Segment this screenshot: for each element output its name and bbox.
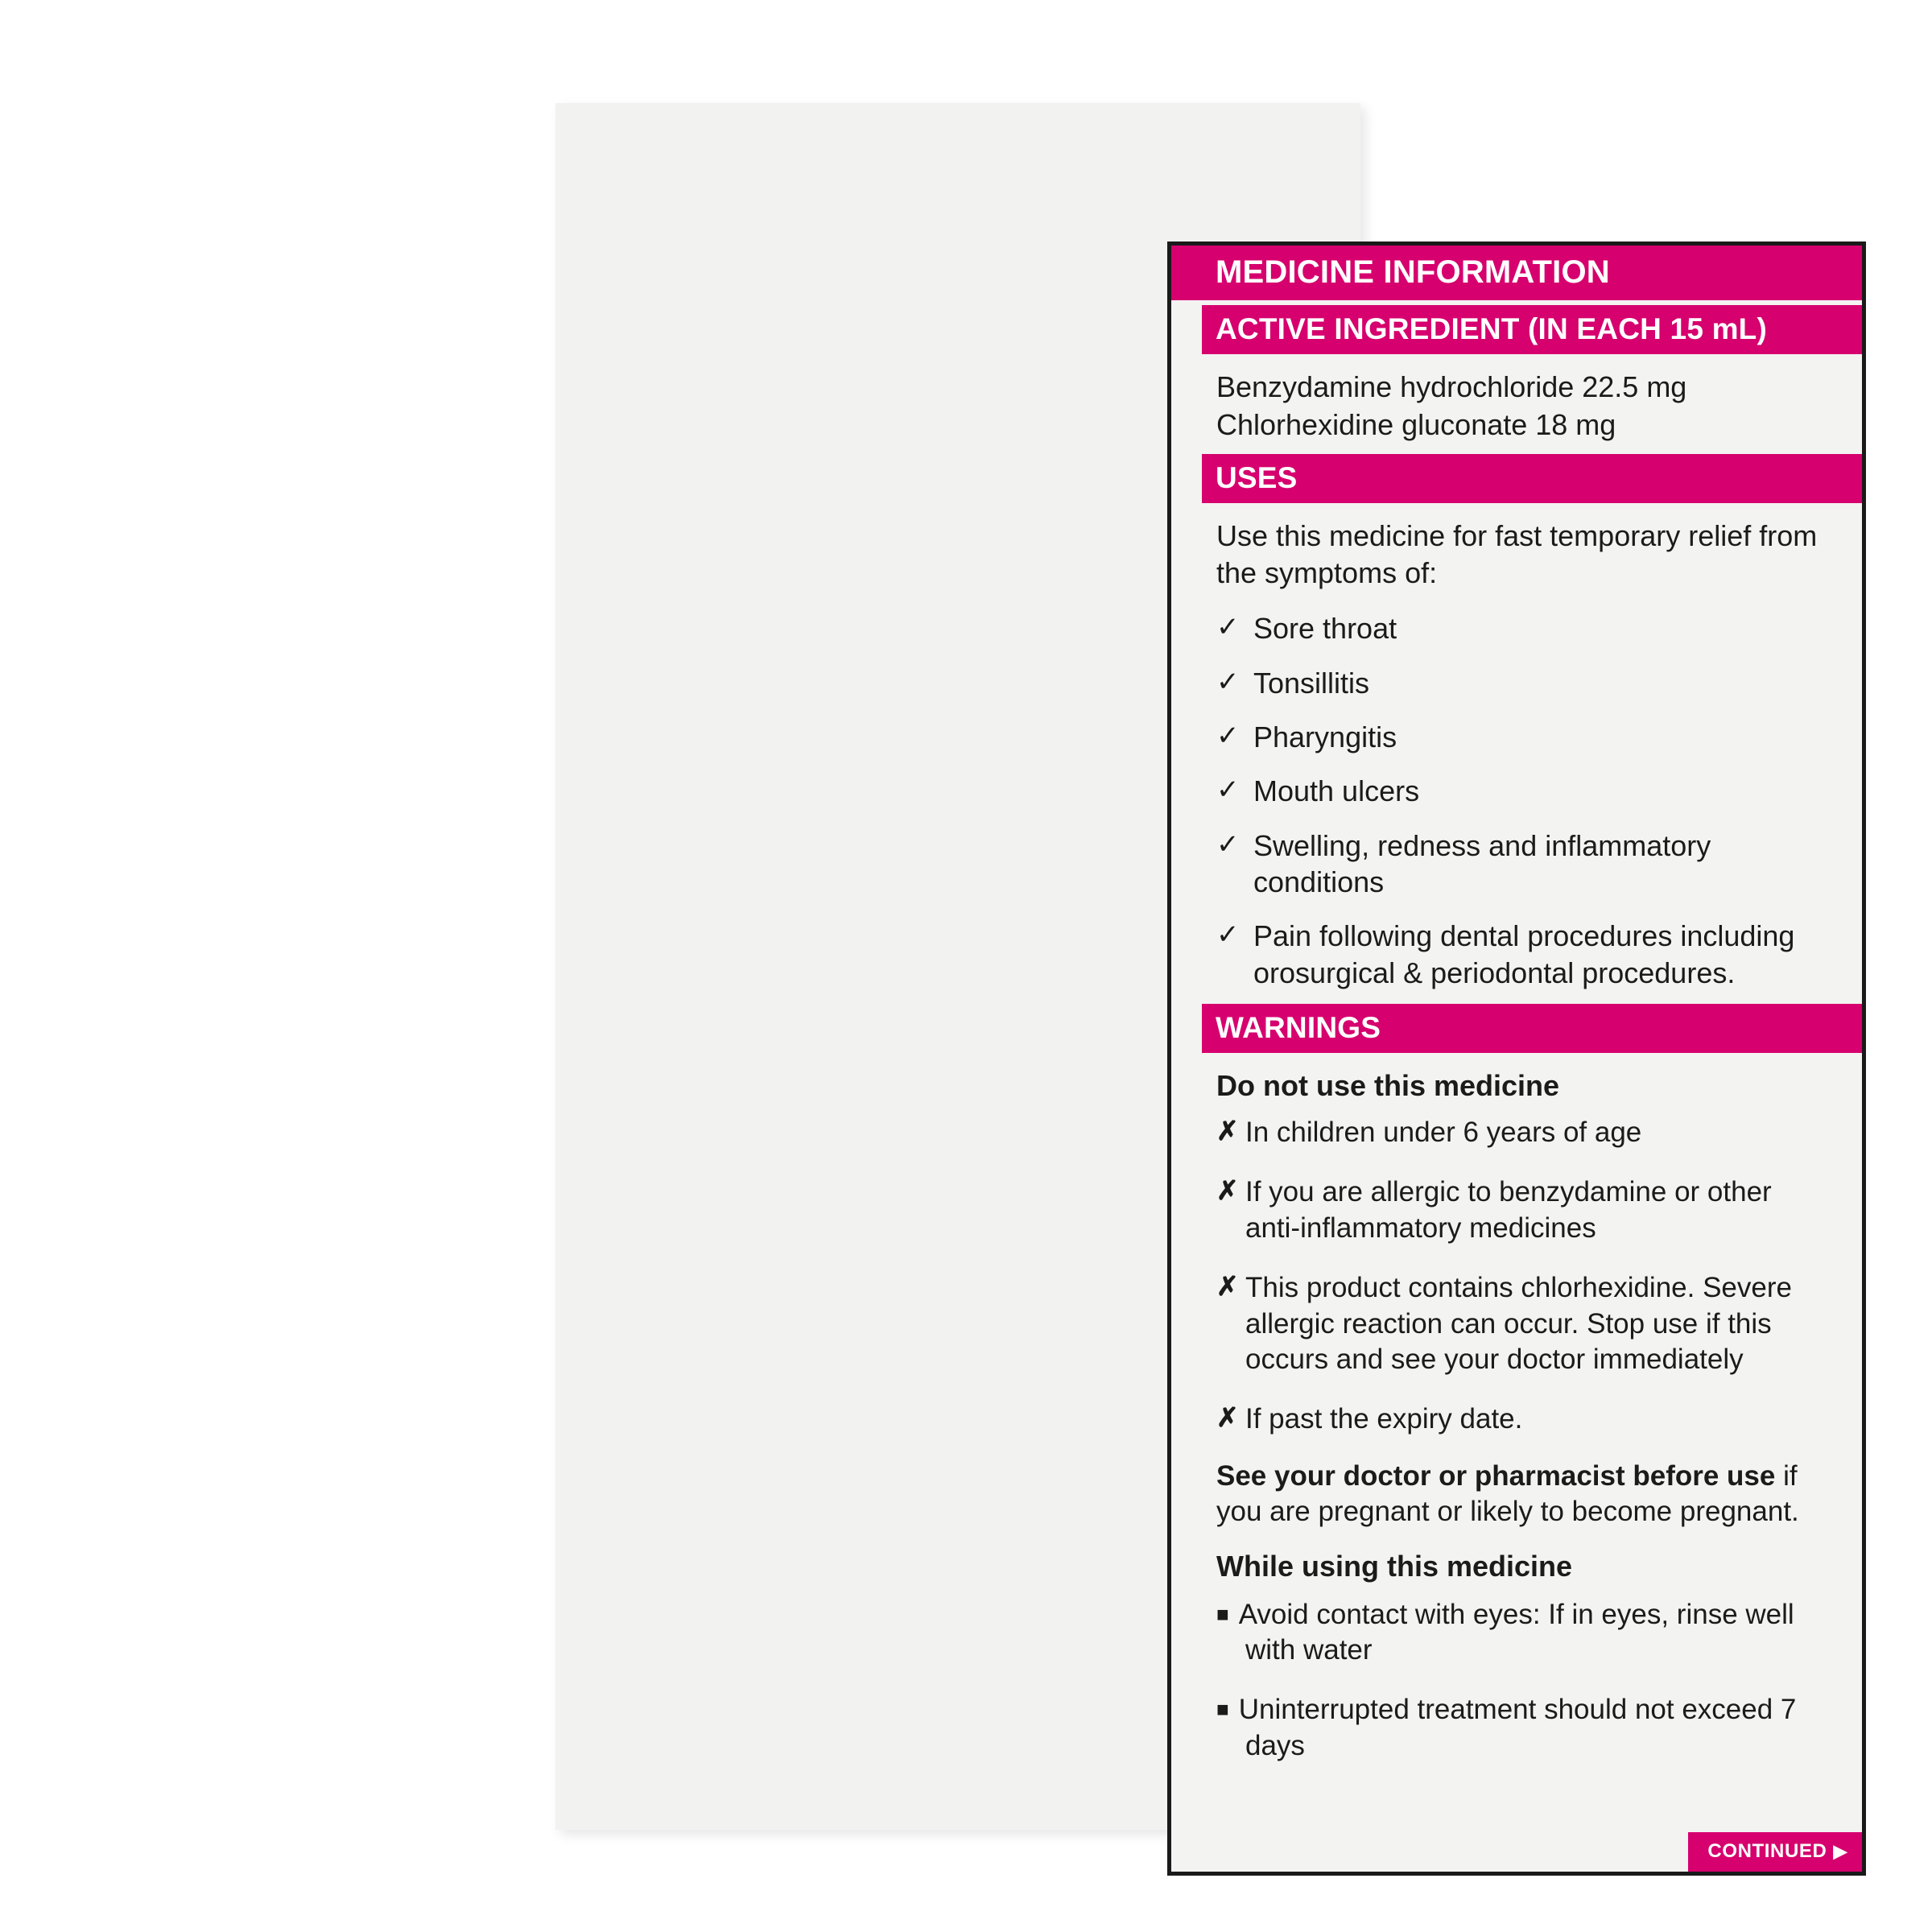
- cross-icon: ✗: [1216, 1175, 1239, 1206]
- list-item-label: Pharyngitis: [1253, 720, 1397, 753]
- list-item-label: Uninterrupted treatment should not exceed 7 days: [1238, 1694, 1797, 1761]
- uses-item-list: [1216, 610, 1825, 991]
- do-not-use-list: [1216, 1115, 1825, 1438]
- list-item-label: Mouth ulcers: [1253, 774, 1420, 808]
- list-item-label: In children under 6 years of age: [1245, 1116, 1642, 1148]
- see-doctor-paragraph: [1216, 1459, 1825, 1530]
- active-ingredient-list: [1171, 354, 1862, 449]
- list-item-label: If past the expiry date.: [1245, 1403, 1523, 1435]
- check-icon: ✓: [1216, 919, 1240, 951]
- list-item: [1216, 918, 1825, 991]
- list-item-label: Avoid contact with eyes: If in eyes, rinse well with water: [1238, 1598, 1794, 1666]
- list-item-label: If you are allergic to benzydamine or other anti-inflammatory medicines: [1245, 1176, 1772, 1244]
- list-item-label: Sore throat: [1253, 612, 1397, 646]
- list-item-label: Swelling, redness and inflammatory conditions: [1253, 828, 1711, 898]
- active-ingredient-header: ACTIVE INGREDIENT (IN EACH 15 mL): [1202, 305, 1862, 354]
- continued-label: CONTINUED: [1707, 1840, 1827, 1862]
- active-ingredient-line: Chlorhexidine gluconate 18 mg: [1216, 407, 1616, 441]
- list-item: [1216, 1597, 1825, 1669]
- warnings-header: WARNINGS: [1202, 1004, 1862, 1053]
- list-item-label: Tonsillitis: [1253, 666, 1370, 700]
- uses-intro-text: [1171, 503, 1862, 593]
- check-icon: ✓: [1216, 828, 1240, 860]
- list-item-label: This product contains chlorhexidine. Severe allergic reaction can occur. Stop use if this occurs and see your doctor immediately: [1245, 1272, 1792, 1376]
- while-using-heading: While using this medicine: [1216, 1549, 1573, 1583]
- medicine-information-header: MEDICINE INFORMATION: [1171, 246, 1862, 300]
- arrow-right-icon: ▶: [1833, 1841, 1847, 1861]
- check-icon: ✓: [1216, 720, 1240, 751]
- do-not-use-heading: Do not use this medicine: [1216, 1069, 1560, 1103]
- check-icon: ✓: [1216, 774, 1240, 806]
- while-using-list: [1216, 1597, 1825, 1765]
- see-doctor-rest: if you are pregnant or likely to become pregnant.: [1216, 1459, 1799, 1528]
- check-icon: ✓: [1216, 612, 1240, 643]
- list-item: [1216, 719, 1825, 755]
- uses-header: USES: [1202, 454, 1862, 503]
- uses-intro-line: Use this medicine for fast temporary relief from the symptoms of:: [1216, 518, 1818, 590]
- square-bullet-icon: ■: [1216, 1601, 1229, 1626]
- continued-badge: [1688, 1832, 1862, 1872]
- cross-icon: ✗: [1216, 1115, 1239, 1146]
- uses-section: [1171, 610, 1862, 991]
- medicine-information-content: [1171, 246, 1862, 1872]
- list-item: [1216, 1692, 1825, 1764]
- cross-icon: ✗: [1216, 1402, 1239, 1433]
- carton-panel: [555, 103, 1847, 1862]
- square-bullet-icon: ■: [1216, 1697, 1229, 1722]
- see-doctor-bold: See your doctor or pharmacist before use: [1216, 1459, 1776, 1492]
- list-item: [1216, 1402, 1825, 1437]
- medicine-information-box: [1167, 242, 1866, 1876]
- list-item: [1216, 828, 1825, 901]
- list-item: [1216, 665, 1825, 701]
- warnings-section: [1171, 1053, 1862, 1764]
- check-icon: ✓: [1216, 666, 1240, 697]
- active-ingredient-line: Benzydamine hydrochloride 22.5 mg: [1216, 370, 1687, 403]
- spacer: [1171, 991, 1862, 999]
- list-item: [1216, 773, 1825, 809]
- list-item-label: Pain following dental procedures including orosurgical & periodontal procedures.: [1253, 919, 1795, 989]
- list-item: [1216, 1270, 1825, 1377]
- list-item: [1216, 1115, 1825, 1150]
- list-item: [1216, 610, 1825, 646]
- list-item: [1216, 1174, 1825, 1246]
- cross-icon: ✗: [1216, 1271, 1239, 1302]
